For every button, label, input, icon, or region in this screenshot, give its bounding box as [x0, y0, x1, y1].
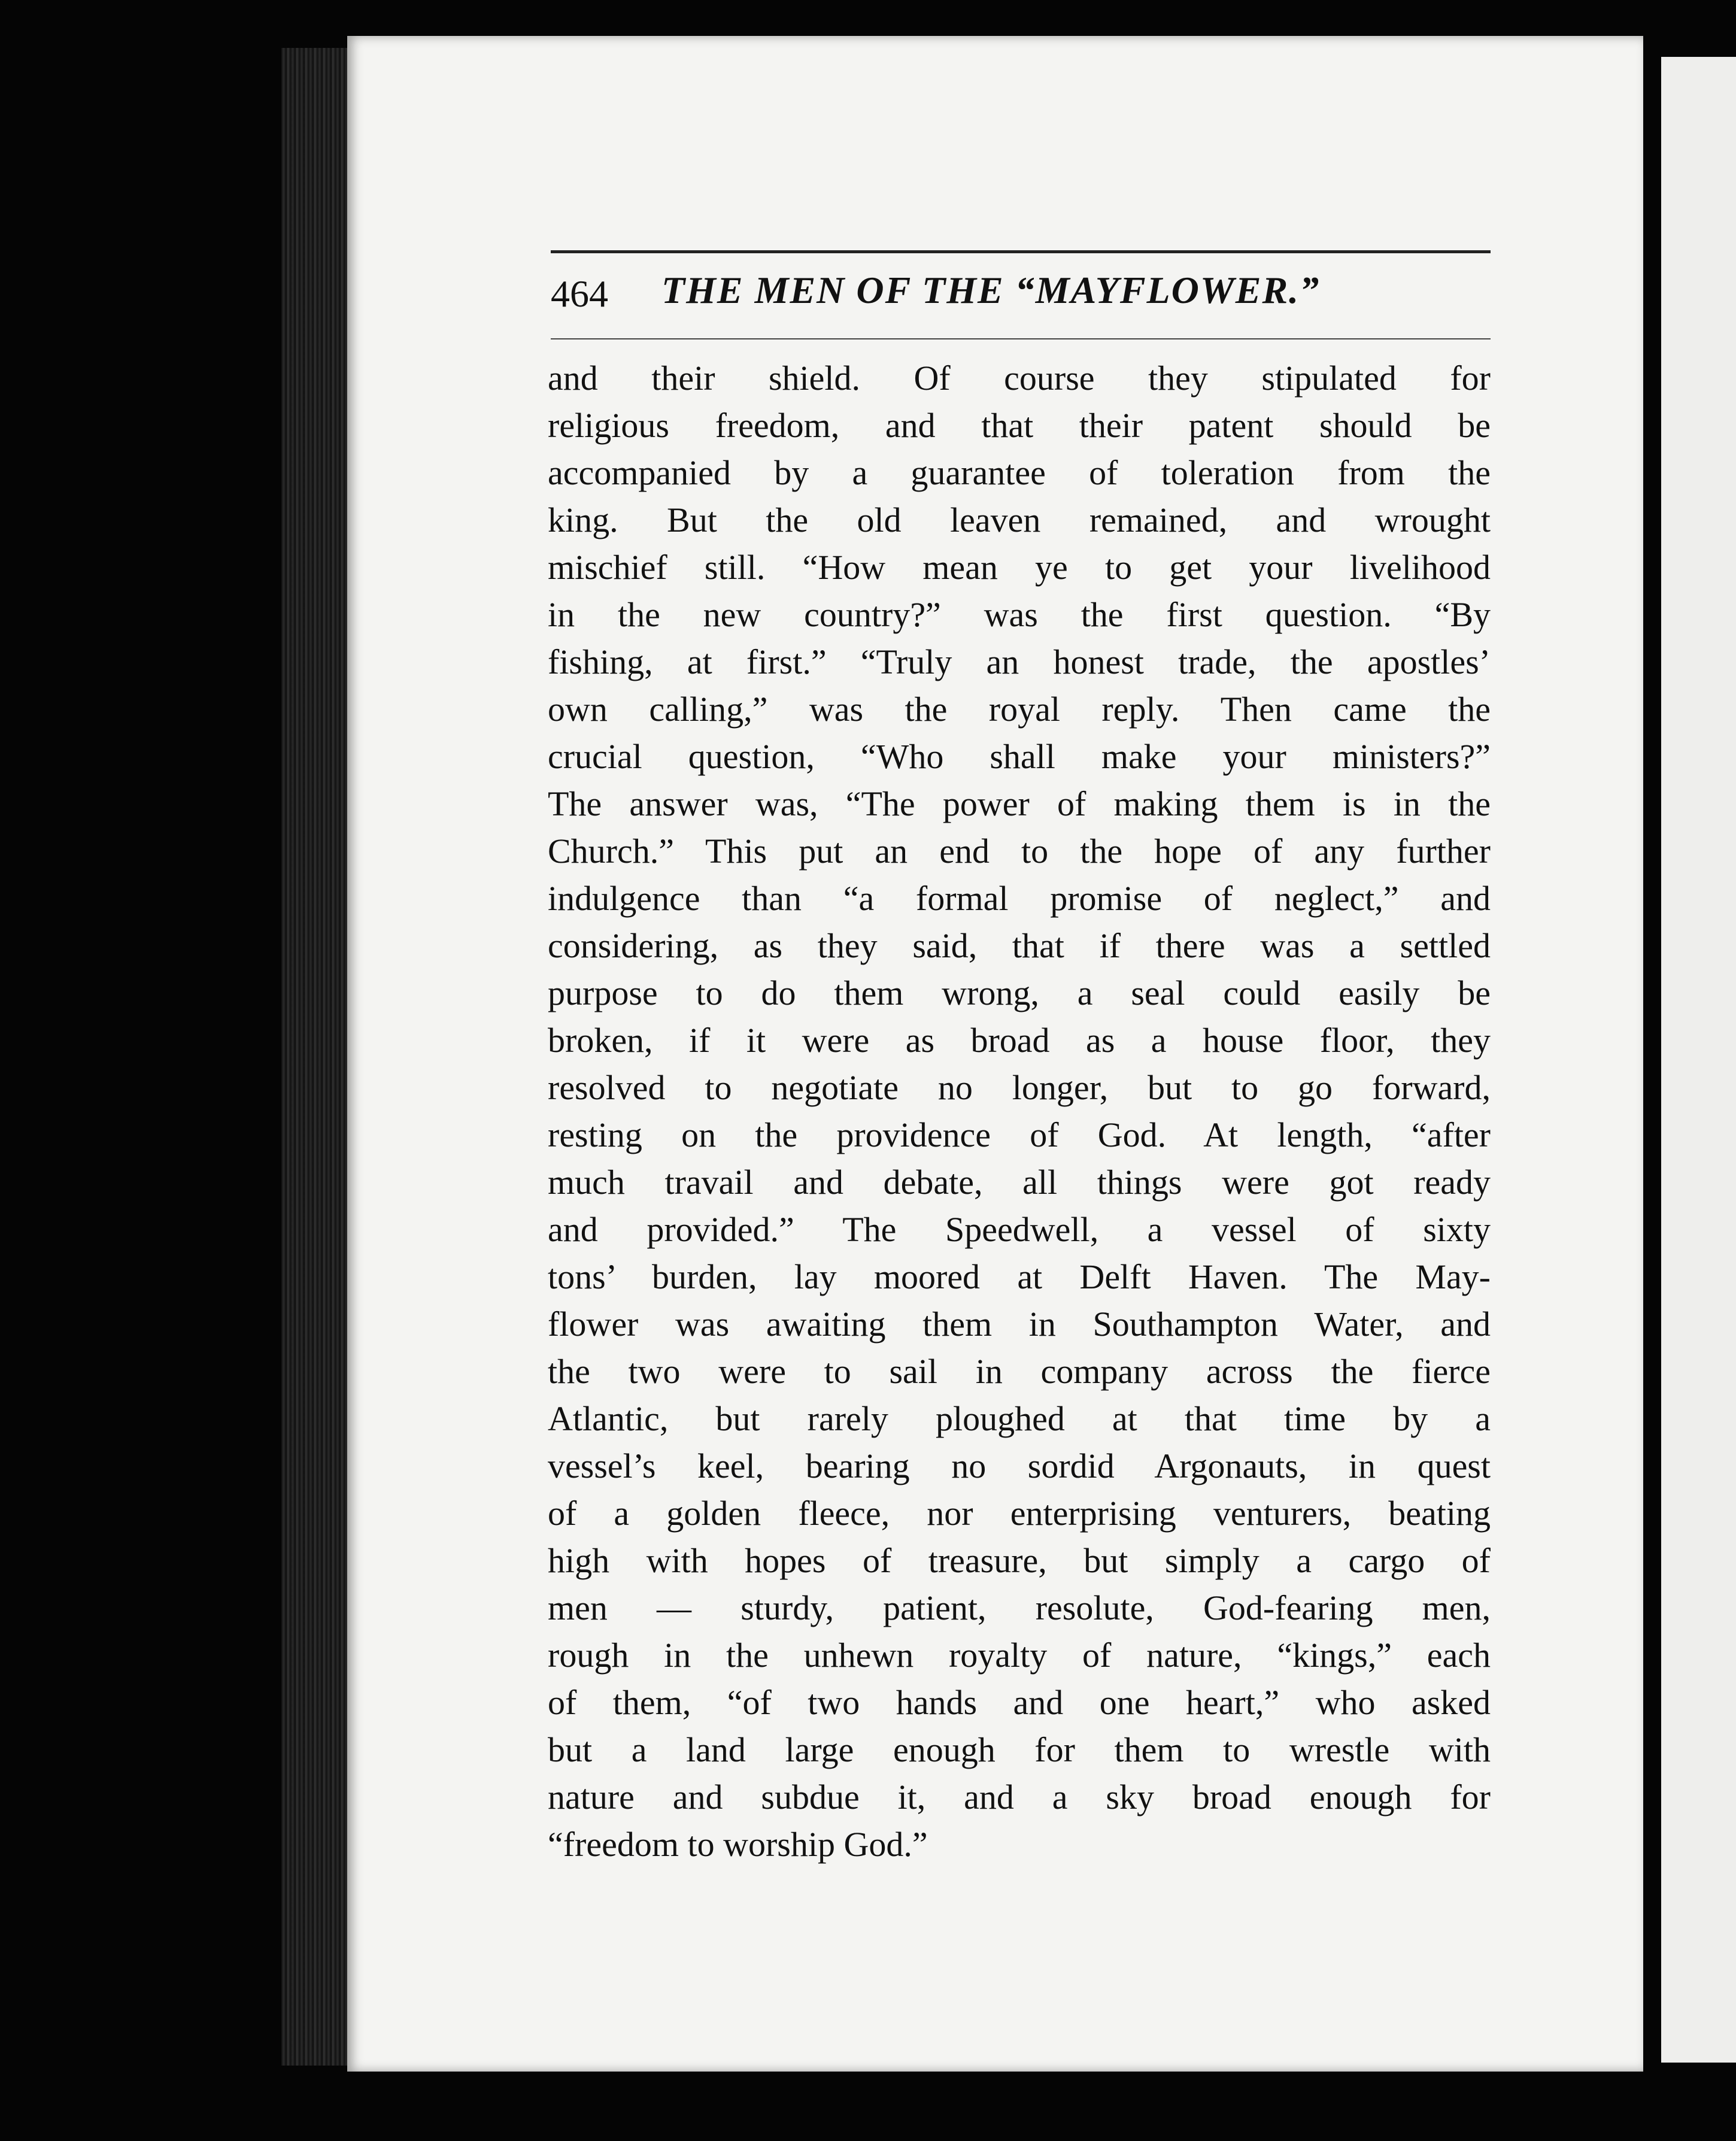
text-line: resolved to negotiate no longer, but to go forward, — [548, 1068, 1491, 1107]
text-line: accompanied by a guarantee of toleration from the — [548, 453, 1491, 492]
running-title: THE MEN OF THE “MAYFLOWER.” — [661, 269, 1321, 311]
text-line: Atlantic, but rarely ploughed at that time by a — [548, 1399, 1491, 1438]
text-line: purpose to do them wrong, a seal could easily be — [548, 974, 1491, 1012]
text-line: Church.” This put an end to the hope of any further — [548, 832, 1491, 871]
text-line: “freedom to worship God.” — [548, 1825, 928, 1864]
page-number: 464 — [551, 272, 608, 315]
book-page-edges — [281, 48, 353, 2066]
text-line: and their shield. Of course they stipulated for — [548, 359, 1491, 398]
text-line: mischief still. “How mean ye to get your livelihood — [548, 548, 1491, 587]
text-line: much travail and debate, all things were got ready — [548, 1163, 1491, 1202]
text-line: and provided.” The Speedwell, a vessel of sixty — [548, 1210, 1491, 1249]
body-text — [548, 354, 1491, 1868]
text-line: fishing, at first.” “Truly an honest trade, the apostles’ — [548, 642, 1491, 681]
text-line: indulgence than “a formal promise of neglect,” and — [548, 879, 1491, 918]
text-line: but a land large enough for them to wrestle with — [548, 1730, 1491, 1769]
text-line: The answer was, “The power of making them is in the — [548, 784, 1491, 823]
text-line: in the new country?” was the first question. “By — [548, 595, 1491, 634]
header-rule-top — [551, 250, 1491, 253]
text-line: nature and subdue it, and a sky broad enough for — [548, 1778, 1491, 1816]
text-line: considering, as they said, that if there was a settled — [548, 926, 1491, 965]
text-line: religious freedom, and that their patent should be — [548, 406, 1491, 445]
text-line: flower was awaiting them in Southampton Water, and — [548, 1305, 1491, 1344]
text-line: of them, “of two hands and one heart,” who asked — [548, 1683, 1491, 1722]
text-line: rough in the unhewn royalty of nature, “kings,” each — [548, 1636, 1491, 1675]
text-line: men — sturdy, patient, resolute, God-fearing men, — [548, 1588, 1491, 1627]
text-line: of a golden fleece, nor enterprising venturers, beating — [548, 1494, 1491, 1533]
header-rule-bottom — [551, 338, 1491, 339]
running-head — [551, 268, 1491, 328]
text-line: tons’ burden, lay moored at Delft Haven. The May- — [548, 1257, 1491, 1296]
text-line: high with hopes of treasure, but simply a cargo of — [548, 1541, 1491, 1580]
text-line: vessel’s keel, bearing no sordid Argonauts, in quest — [548, 1446, 1491, 1485]
text-line: crucial question, “Who shall make your ministers?” — [548, 737, 1491, 776]
text-line: king. But the old leaven remained, and wrought — [548, 501, 1491, 539]
text-line: resting on the providence of God. At length, “after — [548, 1115, 1491, 1154]
text-line: the two were to sail in company across the fierce — [548, 1352, 1491, 1391]
text-line: own calling,” was the royal reply. Then came the — [548, 690, 1491, 729]
text-line: broken, if it were as broad as a house floor, they — [548, 1021, 1491, 1060]
facing-page-edge — [1661, 57, 1736, 2063]
